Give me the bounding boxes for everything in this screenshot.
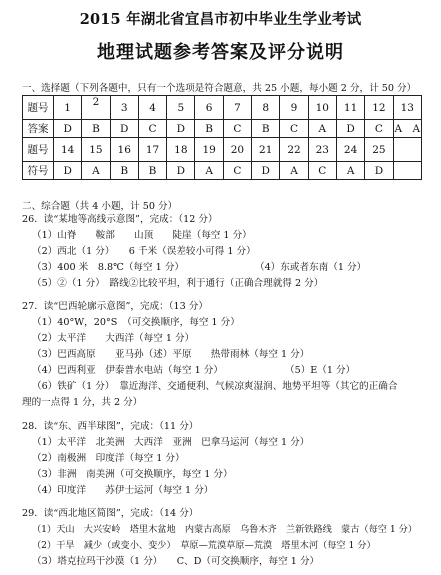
q26-answer-5: （5）②（1 分） 路线②比较平坦，利于通行（正确合理就得 2 分） (32, 278, 324, 289)
answer-cell: B (82, 120, 110, 138)
q28-answer-4: （4）印度洋 苏伊士运河（每空 1 分） (32, 485, 214, 496)
answer-value: A (394, 123, 403, 135)
question-number: 17 (138, 138, 166, 162)
q28-answer-2: （2）南极洲 印度洋（每空 1 分） (32, 453, 185, 464)
q27-title: 27．读“巴西轮廓示意图”，完成：（13 分） (22, 301, 208, 312)
q26-answer-4: （4）东或者东南（1 分） (255, 262, 367, 273)
answer-cell: D (167, 120, 195, 138)
question-number: 15 (82, 138, 110, 162)
q29-answer-1: （1）天山 大兴安岭 塔里木盆地 内蒙古高原 乌鲁木齐 兰新铁路线 蒙古（每空 1 分） (32, 524, 418, 535)
table-row (23, 120, 422, 138)
q28-title: 28．读“东、西半球图”，完成：（11 分） (22, 421, 199, 432)
question-number: 11 (336, 96, 364, 120)
answer-cell: C (223, 120, 251, 138)
question-number: 24 (336, 138, 364, 162)
question-number: 10 (308, 96, 336, 120)
answer-cell: C (280, 120, 308, 138)
answer-cell: C (138, 120, 166, 138)
answer-cell: D (365, 162, 393, 180)
answer-value: A (412, 123, 421, 135)
answer-cell: D (252, 162, 280, 180)
answer-cell: C (308, 162, 336, 180)
question-number (393, 138, 421, 162)
table-row (23, 138, 422, 162)
q27-answer-6-cont: 理的一点得 1 分，共 2 分） (22, 397, 143, 408)
table-row (23, 96, 422, 120)
answer-cell: B (195, 120, 223, 138)
exam-title: 2015 年湖北省宜昌市初中毕业生学业考试 (79, 11, 362, 28)
q27-answer-3: （3）巴西高原 亚马孙（述）平原 热带雨林（每空 1 分） (32, 349, 310, 360)
answer-cell: D (167, 162, 195, 180)
question-number: 7 (223, 96, 251, 120)
answer-cell: D (54, 162, 82, 180)
answer-cell (393, 162, 421, 180)
answer-table (22, 95, 422, 180)
answer-cell: A (336, 162, 364, 180)
row-header: 题号 (23, 96, 54, 120)
q29-answer-2: （2）干旱 减少（或变小、变少） 草原—荒漠草原—荒漠 塔里木河（每空 1 分） (32, 540, 376, 551)
document-title: 地理试题参考答案及评分说明 (97, 42, 344, 63)
question-number: 9 (280, 96, 308, 120)
question-number: 5 (167, 96, 195, 120)
answer-cell: A (308, 120, 336, 138)
answer-cell: B (138, 162, 166, 180)
question-number: 14 (54, 138, 82, 162)
section-2-heading: 二、综合题（共 4 小题，计 50 分） (22, 201, 178, 212)
q27-answer-4: （4）巴西利亚 伊泰普水电站（每空 1 分） (32, 365, 223, 376)
q26-answer-2: （2）西北（1 分） 6 千米（误差较小可得 1 分） (32, 246, 256, 257)
question-number: 20 (223, 138, 251, 162)
answer-cell: B (252, 120, 280, 138)
answer-cell (393, 120, 421, 138)
q26-answer-3: （3）400 米 8.8℃（每空 1 分） (32, 262, 185, 273)
answer-cell: A (82, 162, 110, 180)
question-number: 8 (252, 96, 280, 120)
answer-cell: D (110, 120, 138, 138)
row-header: 答案 (23, 120, 54, 138)
q27-answer-6: （6）铁矿（1 分） 靠近海洋、交通便利、气候凉爽湿润、地势平坦等（其它的正确合 (32, 381, 398, 392)
answer-cell: C (223, 162, 251, 180)
question-number: 21 (252, 138, 280, 162)
question-number: 4 (138, 96, 166, 120)
question-number: 13 (393, 96, 421, 120)
q29-answer-3: （3）塔克拉玛干沙漠（1 分） C、D（可交换顺序，每空 1 分） (32, 556, 320, 567)
q28-answer-1: （1）太平洋 北美洲 大西洋 亚洲 巴拿马运河（每空 1 分） (32, 437, 310, 448)
row-header: 符号 (23, 162, 54, 180)
question-number: 22 (280, 138, 308, 162)
question-number: 2 (82, 96, 110, 120)
answer-cell: A (195, 162, 223, 180)
answer-cell: C (365, 120, 393, 138)
q27-answer-5: （5）E（1 分） (285, 365, 356, 376)
answer-cell: D (336, 120, 364, 138)
question-number: 18 (167, 138, 195, 162)
q27-answer-2: （2）太平洋 大西洋（每空 1 分） (32, 333, 195, 344)
q28-answer-3: （3）非洲 南美洲（可交换顺序，每空 1 分） (32, 469, 233, 480)
question-number: 19 (195, 138, 223, 162)
answer-cell: A (280, 162, 308, 180)
question-number: 12 (365, 96, 393, 120)
row-header: 题号 (23, 138, 54, 162)
q29-title: 29．读“西北地区简图”，完成：（14 分） (22, 508, 199, 519)
q26-title: 26．读“某地等高线示意图”，完成：（12 分） (22, 214, 218, 225)
q26-answer-1: （1）山脊 鞍部 山顶 陡崖（每空 1 分） (32, 230, 252, 241)
section-1-heading: 一、选择题（下列各题中，只有一个选项是符合题意，共 25 小题，每小题 2 分，计 50 分） (22, 83, 417, 94)
table-row (23, 162, 422, 180)
question-number: 3 (110, 96, 138, 120)
answer-cell: D (54, 120, 82, 138)
question-number: 1 (54, 96, 82, 120)
q27-answer-1: （1）40°W，20°S （可交换顺序，每空 1 分） (32, 317, 240, 328)
question-number: 16 (110, 138, 138, 162)
question-number: 6 (195, 96, 223, 120)
question-number: 23 (308, 138, 336, 162)
answer-cell: B (110, 162, 138, 180)
question-number: 25 (365, 138, 393, 162)
